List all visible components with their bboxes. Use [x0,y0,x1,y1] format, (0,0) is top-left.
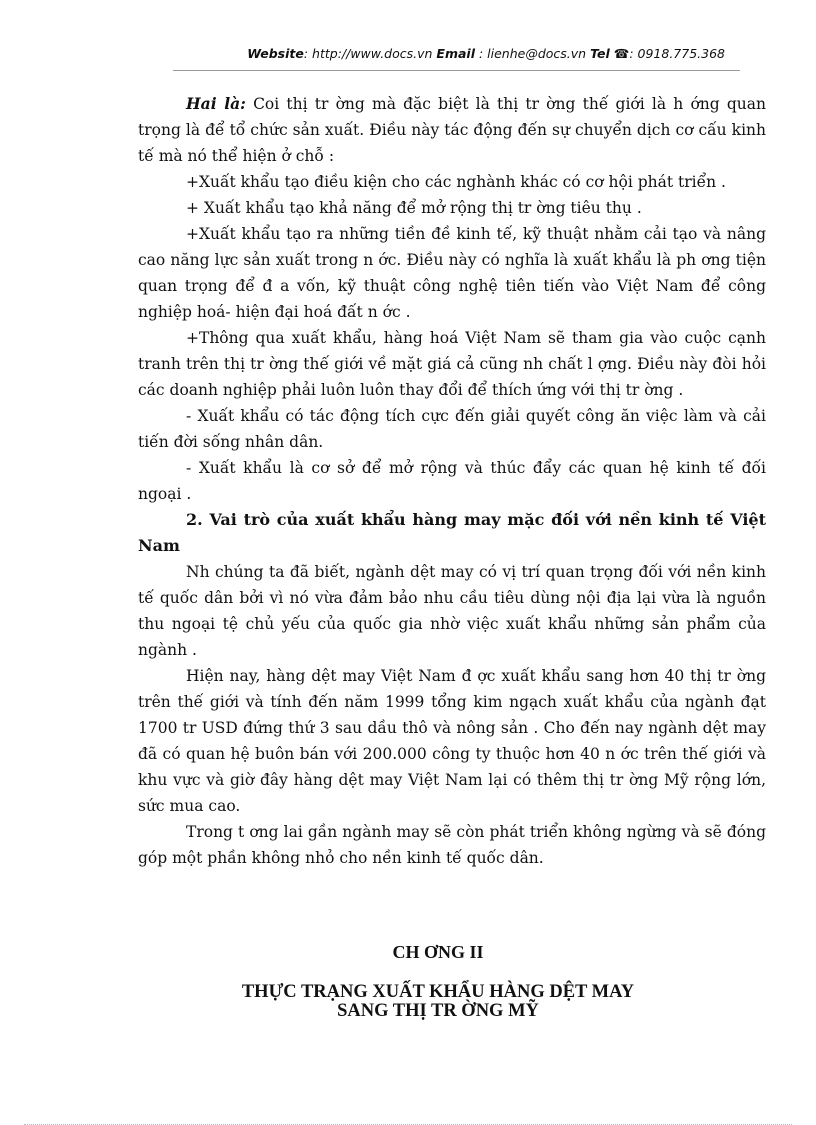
paragraph-7: - Xuất khẩu là cơ sở để mở rộng và thúc đẩy các quan hệ kinh tế đối ngoại . [138,459,766,503]
paragraph-3: + Xuất khẩu tạo khả năng để mở rộng thị tr ờng tiêu thụ . [186,199,642,217]
chapter-number: CH ƠNG II [392,942,484,962]
chapter-title [138,983,738,1021]
paragraph-1-text: Coi thị tr ờng mà đặc biệt là thị tr ờng thế giới là h ớng quan trọng là để tổ chức sản xuất. Điều này tác động đến sự chuyển dịch cơ cấu kinh tế mà nó thể hiện ở chỗ : [138,95,766,165]
website-value: : http://www.docs.vn [303,46,437,61]
phone-icon: ☎ [613,46,630,61]
paragraph-1 [138,91,766,169]
paragraph-9: Hiện nay, hàng dệt may Việt Nam đ ợc xuất khẩu sang hơn 40 thị tr ờng trên thế giới và tính đến năm 1999 tổng kim ngạch xuất khẩu của ngành đạt 1700 tr USD đứng thứ 3 sau dầu thô và nông sản . Cho đến nay ngành dệt may đã có quan hệ buôn bán với 200.000 công ty thuộc hơn 40 n ớc trên thế giới và khu vực và giờ đây hàng dệt may Việt Nam lại có thêm thị tr ờng Mỹ rộng lớn, sức mua cao. [138,667,766,815]
website-label: Website [247,46,304,61]
paragraph-2: +Xuất khẩu tạo điều kiện cho các nghành khác có cơ hội phát triển . [186,173,726,191]
email-label: Email [436,46,475,61]
tel-label: Tel [590,46,610,61]
tel-value: : 0918.775.368 [629,46,725,61]
header-divider [173,70,740,71]
chapter-title-line-2: SANG THỊ TR ỜNG MỸ [337,1001,539,1021]
document-body [138,91,766,871]
paragraph-10: Trong t ơng lai gần ngành may sẽ còn phát triển không ngừng và sẽ đóng góp một phần không nhỏ cho nền kinh tế quốc dân. [138,823,766,867]
section-heading: 2. Vai trò của xuất khẩu hàng may mặc đối với nền kinh tế Việt Nam [138,510,766,555]
paragraph-6: - Xuất khẩu có tác động tích cực đến giải quyết công ăn việc làm và cải tiến đời sống nhân dân. [138,407,766,451]
page-header [0,46,725,61]
email-value: : lienhe@docs.vn [475,46,591,61]
paragraph-5: +Thông qua xuất khẩu, hàng hoá Việt Nam sẽ tham gia vào cuộc cạnh tranh trên thị tr ờng thế giới về mặt giá cả cũng nh chất l ợng. Điều này đòi hỏi các doanh nghiệp phải luôn luôn thay đổi để thích ứng với thị tr ờng . [138,329,766,399]
paragraph-8: Nh chúng ta đã biết, ngành dệt may có vị trí quan trọng đối với nền kinh tế quốc dân bởi vì nó vừa đảm bảo nhu cầu tiêu dùng nội địa lại vừa là nguồn thu ngoại tệ chủ yếu của quốc gia nhờ việc xuất khẩu những sản phẩm của ngành . [138,563,766,659]
paragraph-1-lead: Hai là: [186,94,246,113]
chapter-title-line-1: THỰC TRẠNG XUẤT KHẨU HÀNG DỆT MAY [241,982,635,1002]
paragraph-4: +Xuất khẩu tạo ra những tiền đề kinh tế, kỹ thuật nhằm cải tạo và nâng cao năng lực sản xuất trong n ớc. Điều này có nghĩa là xuất khẩu là ph ơng tiện quan trọng để đ a vốn, kỹ thuật công nghệ tiên tiến vào Việt Nam để công nghiệp hoá- hiện đại hoá đất n ớc . [138,225,766,321]
